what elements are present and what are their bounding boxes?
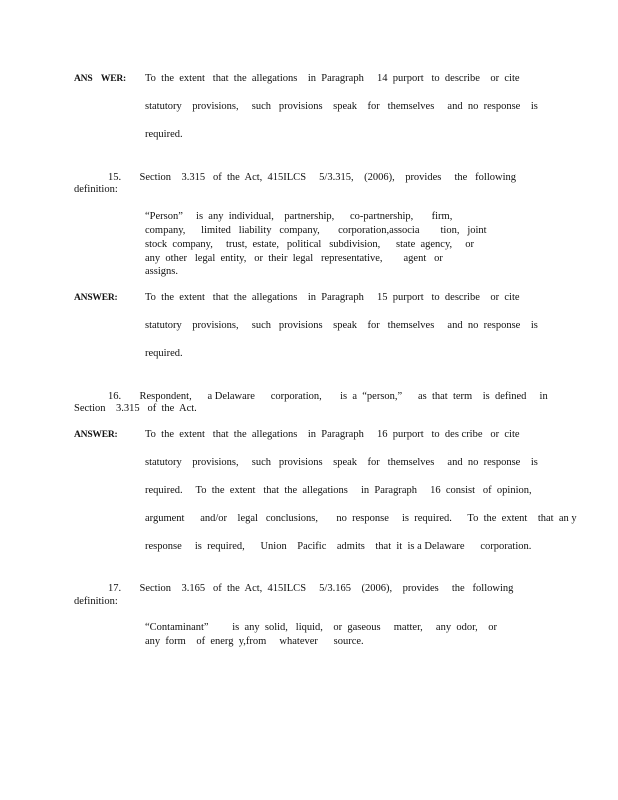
quote-15-line-4: any other legal entity, or their legal representative, agent or [145,253,443,264]
answer-16-line-2: statutory provisions, such provisions speak for themselves and no response is [145,457,538,468]
answer-16-line-4: argument and/or legal conclusions, no response is required. To the extent that an y [145,513,577,524]
paragraph-16-line-2: Section 3.315 of the Act. [74,403,197,414]
answer-14-line-1: To the extent that the allegations in Paragraph 14 purport to describe or cite [145,73,520,84]
paragraph-16-line-1: 16. Respondent, a Delaware corporation, is a “person,” as that term is defined in [108,391,548,402]
answer-label-16: ANSWER: [74,430,118,440]
answer-15-line-1: To the extent that the allegations in Paragraph 15 purport to describe or cite [145,292,520,303]
answer-label-14: ANS WER: [74,74,126,84]
quote-15-line-2: company, limited liability company, corporation,associa tion, joint [145,225,487,236]
answer-15-line-3: required. [145,348,183,359]
answer-15-line-2: statutory provisions, such provisions speak for themselves and no response is [145,320,538,331]
paragraph-15-line-1: 15. Section 3.315 of the Act, 415ILCS 5/3.315, (2006), provides the following [108,172,517,183]
answer-14-line-2: statutory provisions, such provisions speak for themselves and no response is [145,101,538,112]
answer-16-line-3: required. To the extent that the allegations in Paragraph 16 consist of opinion, [145,485,532,496]
quote-15-line-5: assigns. [145,266,178,277]
quote-15-line-1: “Person” is any individual, partnership, co-partnership, firm, [145,211,453,222]
answer-label-15: ANSWER: [74,293,118,303]
paragraph-17-line-1: 17. Section 3.165 of the Act, 415ILCS 5/3.165 (2006), provides the following [108,583,514,594]
paragraph-17-line-2: definition: [74,596,118,607]
answer-14-line-3: required. [145,129,183,140]
answer-16-line-5: response is required, Union Pacific admits that it is a Delaware corporation. [145,541,532,552]
paragraph-15-line-2: definition: [74,184,118,195]
answer-16-line-1: To the extent that the allegations in Paragraph 16 purport to des cribe or cite [145,429,520,440]
quote-15-line-3: stock company, trust, estate, political subdivision, state agency, or [145,239,475,250]
quote-17-line-2: any form of energ y,from whatever source. [145,636,364,647]
quote-17-line-1: “Contaminant” is any solid, liquid, or gaseous matter, any odor, or [145,622,498,633]
